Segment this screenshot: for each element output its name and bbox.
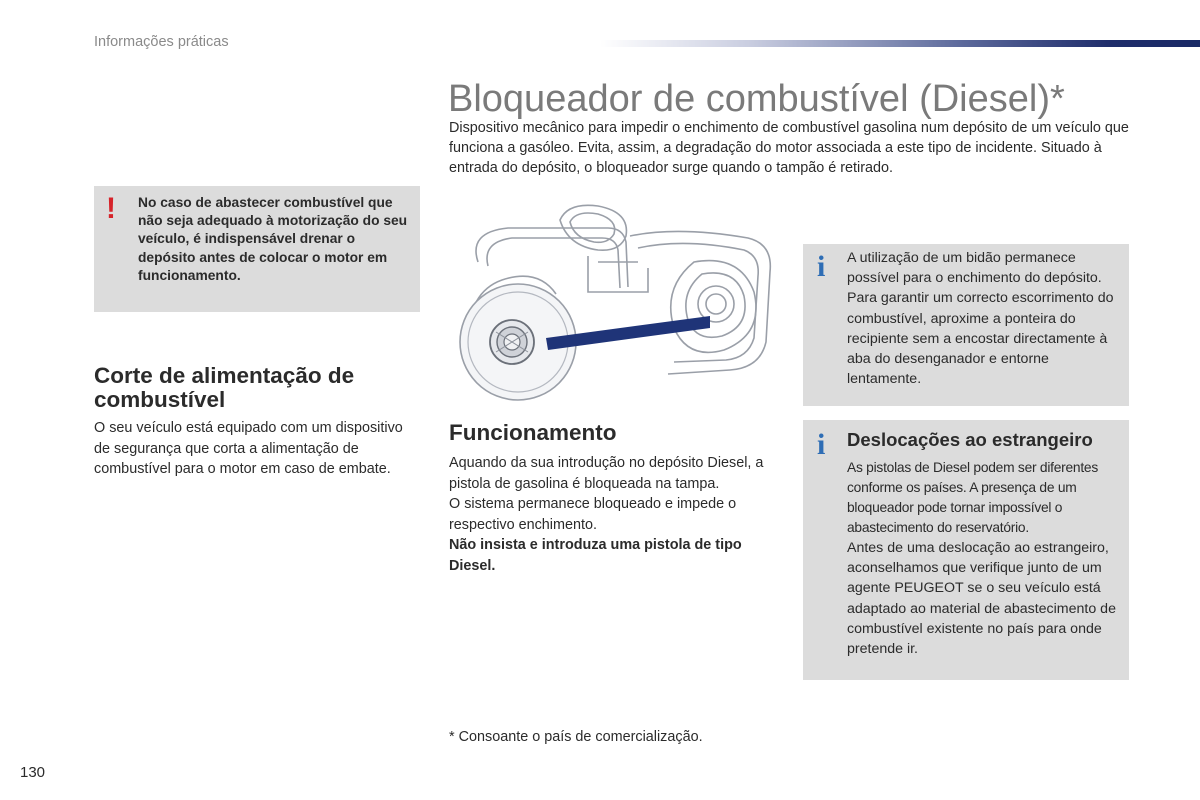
info-box-jerrycan: [803, 244, 1129, 406]
warning-box: [94, 186, 420, 312]
fuel-cutoff-title: Corte de alimentação de combustível: [94, 363, 355, 412]
operation-paragraph-2: O sistema permanece bloqueado e impede o respectivo enchimento.: [449, 496, 737, 533]
fuel-filler-illustration: [448, 192, 788, 406]
header-gradient-bar: [600, 40, 1200, 47]
info-jerrycan-text: A utilização de um bidão permanece possível para o enchimento do depósito. Para garantir um correcto escorrimento do combustível, aproxime a ponteira do recipiente sem a encostar directamente à aba do desenganador e entorne lentamente.: [847, 250, 1114, 388]
operation-body: [449, 453, 779, 576]
operation-warning-bold: Não insista e introduza uma pistola de tipo Diesel.: [449, 537, 742, 574]
intro-paragraph: Dispositivo mecânico para impedir o enchimento de combustível gasolina num depósito de um veículo que funciona a gasóleo. Evita, assim, a degradação do motor associada a este tipo de incidente. Situado à entrada do depósito, o bloqueador surge quando o tampão é retirado.: [449, 120, 1129, 176]
info-box-abroad: [803, 420, 1129, 680]
info-icon: i: [817, 250, 826, 283]
page-title: Bloqueador de combustível (Diesel)*: [448, 78, 1065, 120]
footnote: * Consoante o país de comercialização.: [449, 729, 703, 745]
info-abroad-title: Deslocações ao estrangeiro: [847, 429, 1093, 450]
warning-icon: !: [106, 192, 116, 225]
info-abroad-text-1: As pistolas de Diesel podem ser diferentes conforme os países. A presença de um bloqueador pode tornar impossível o abastecimento do reservatório.: [847, 460, 1099, 535]
operation-paragraph-1: Aquando da sua introdução no depósito Diesel, a pistola de gasolina é bloqueada na tampa.: [449, 455, 764, 492]
fuel-cutoff-body: O seu veículo está equipado com um dispositivo de segurança que corta a alimentação de combustível para o motor em caso de embate.: [94, 420, 403, 477]
info-icon: i: [817, 428, 826, 461]
warning-text: No caso de abastecer combustível que não seja adequado à motorização do seu veículo, é indispensável drenar o depósito antes de colocar o motor em funcionamento.: [138, 195, 408, 283]
operation-title: Funcionamento: [449, 420, 617, 445]
page-number: 130: [20, 764, 46, 781]
section-label: Informações práticas: [94, 34, 229, 50]
info-abroad-text-2: Antes de uma deslocação ao estrangeiro, aconselhamos que verifique junto de um agente PEUGEOT se o seu veículo está adaptado ao material de abastecimento de combustível existente no país para onde pretende ir.: [847, 540, 1116, 658]
